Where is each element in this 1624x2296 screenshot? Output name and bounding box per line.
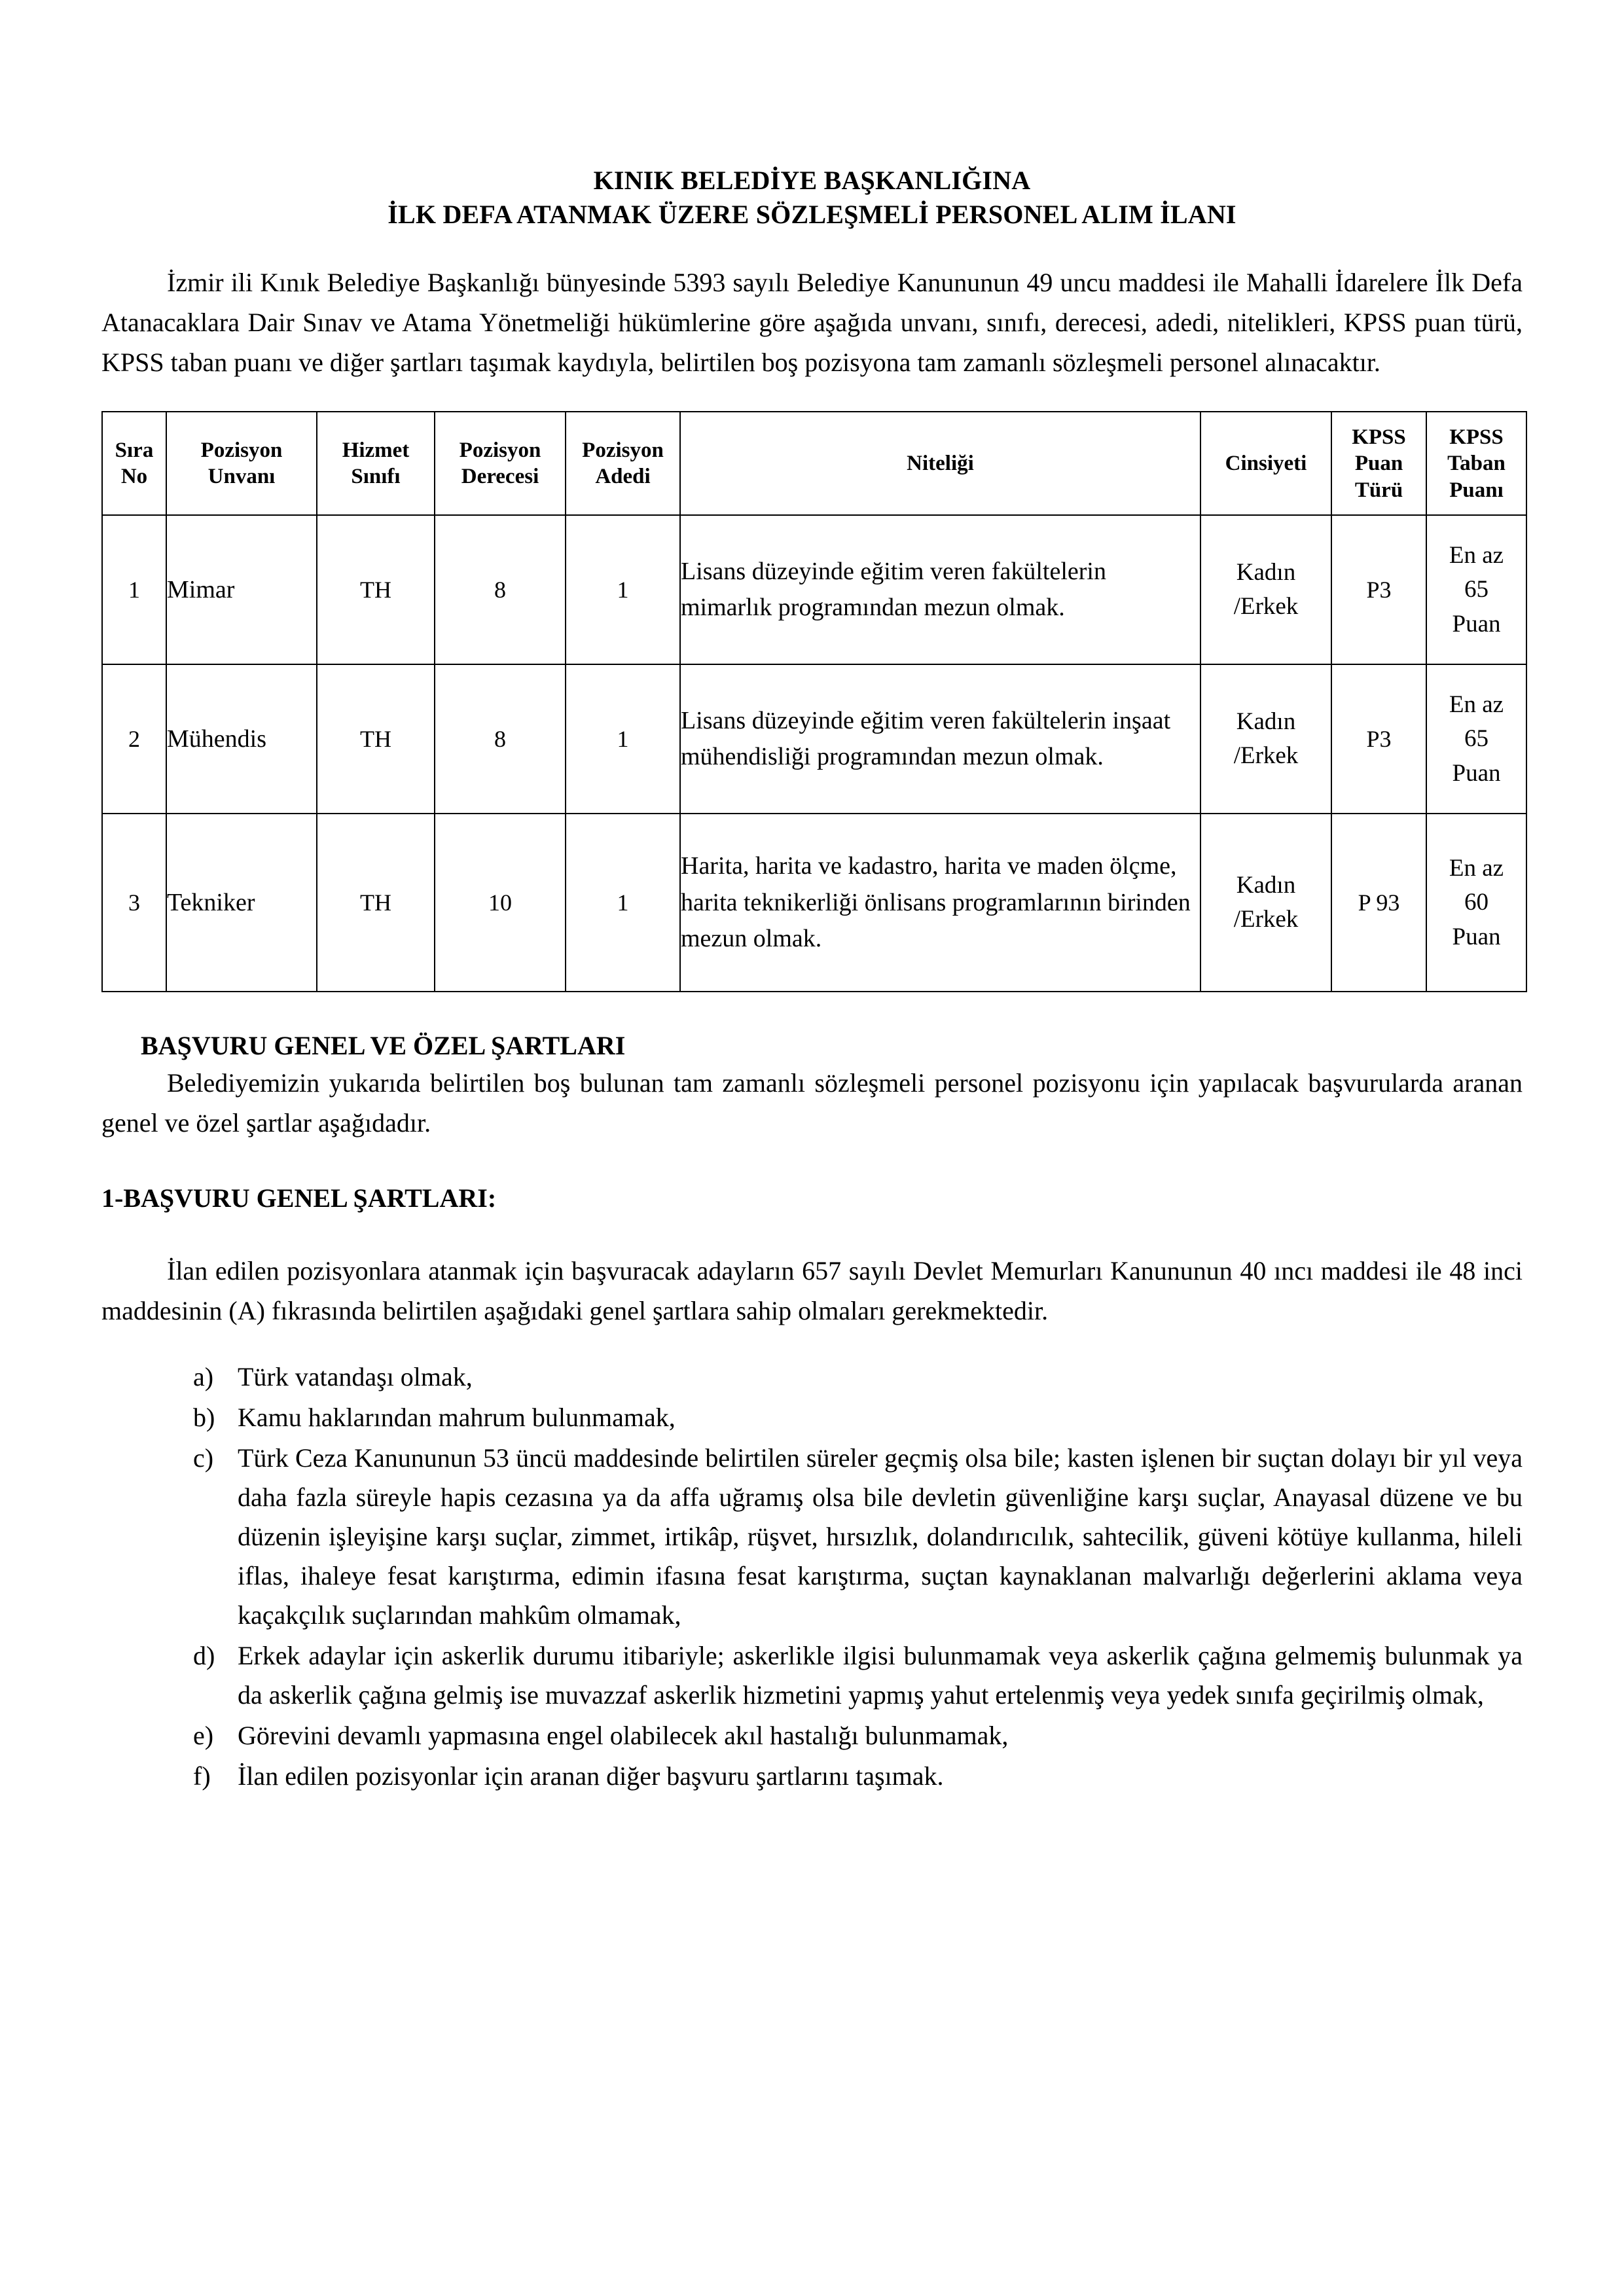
cell-kpss-taban-line1: En az [1449,691,1504,718]
cell-kpss-taban-line3: Puan [1452,759,1501,787]
cell-kpss-taban-line1: En az [1449,854,1504,882]
column-header-pozisyon-derecesi-line1: Pozisyon [459,439,541,463]
column-header-kpss-taban-puani-line2: Taban [1447,452,1506,476]
paragraph-basvuru: Belediyemizin yukarıda belirtilen boş bulunan tam zamanlı sözleşmeli personel pozisyonu için yapılacak başvurularda aranan genel ve özel şartlar aşağıdadır. [101,1068,1523,1138]
cell-cinsiyeti [1200,814,1331,992]
cell-pozisyon-derecesi: 8 [435,664,566,814]
cell-cinsiyeti-line2: /Erkek [1233,742,1299,770]
column-header-hizmet-sinifi-line1: Hizmet [342,439,410,463]
list-item [193,1636,1523,1715]
list-item [193,1757,1523,1796]
list-item [193,1439,1523,1635]
cell-cinsiyeti [1200,515,1331,664]
cell-pozisyon-unvani: Mühendis [166,664,317,814]
list-item-marker: c) [193,1443,214,1473]
cell-pozisyon-derecesi: 10 [435,814,566,992]
cell-cinsiyeti-line2: /Erkek [1233,906,1299,933]
list-item-text: Görevini devamlı yapmasına engel olabilecek akıl hastalığı bulunmamak, [238,1720,1009,1750]
list-item-text: Kamu haklarından mahrum bulunmamak, [238,1402,676,1432]
list-item [193,1716,1523,1755]
cell-hizmet-sinifi: TH [317,664,435,814]
column-header-pozisyon-derecesi [435,412,566,515]
column-header-kpss-taban-puani [1426,412,1526,515]
cell-sira-no: 3 [102,814,166,992]
cell-hizmet-sinifi: TH [317,814,435,992]
list-item-marker: f) [193,1761,211,1791]
cell-cinsiyeti-line1: Kadın [1236,871,1296,899]
list-item-marker: b) [193,1402,215,1432]
column-header-pozisyon-derecesi-line2: Derecesi [461,465,539,489]
list-item-text: Türk vatandaşı olmak, [238,1361,473,1391]
list-item-text: Erkek adaylar için askerlik durumu itibariyle; askerlikle ilgisi bulunmamak veya askerlik çağına gelmemiş bulunmak ya da askerlik çağına gelmiş ise muvazzaf askerlik hizmetini yapmış yahut ertelenmiş veya yedek sınıfa geçirilmiş olmak, [238,1640,1523,1710]
cell-pozisyon-adedi: 1 [566,515,680,664]
cell-pozisyon-unvani: Mimar [166,515,317,664]
cell-kpss-puan-turu: P 93 [1331,814,1426,992]
list-item-marker: d) [193,1640,215,1670]
cell-kpss-puan-turu: P3 [1331,515,1426,664]
cell-sira-no: 1 [102,515,166,664]
cell-cinsiyeti-line2: /Erkek [1233,593,1299,620]
column-header-pozisyon-unvani-line1: Pozisyon [200,439,283,463]
list-item [193,1357,1523,1397]
cell-kpss-taban-line3: Puan [1452,610,1501,637]
cell-kpss-taban-puani [1426,664,1526,814]
title-line-1: KINIK BELEDİYE BAŞKANLIĞINA [593,166,1031,195]
cell-cinsiyeti-line1: Kadın [1236,558,1296,586]
cell-pozisyon-unvani: Tekniker [166,814,317,992]
column-header-kpss-puan-turu [1331,412,1426,515]
table-row [102,814,1526,992]
section-heading-genel-sartlar: 1-BAŞVURU GENEL ŞARTLARI: [101,1183,497,1213]
cell-cinsiyeti-line1: Kadın [1236,708,1296,735]
cell-pozisyon-adedi: 1 [566,814,680,992]
cell-cinsiyeti [1200,664,1331,814]
table-header-row [102,412,1526,515]
column-header-kpss-puan-turu-line3: Türü [1354,478,1403,502]
title-line-2: İLK DEFA ATANMAK ÜZERE SÖZLEŞMELİ PERSONEL ALIM İLANI [388,200,1236,229]
column-header-cinsiyeti: Cinsiyeti [1200,412,1331,515]
general-conditions-list [101,1357,1523,1796]
list-item-marker: e) [193,1720,214,1750]
positions-table [101,411,1527,992]
section-heading-basvuru: BAŞVURU GENEL VE ÖZEL ŞARTLARI [141,1031,626,1061]
paragraph-genel-sartlar: İlan edilen pozisyonlara atanmak için başvuracak adayların 657 sayılı Devlet Memurları Kanununun 40 ıncı maddesi ile 48 inci maddesinin (A) fıkrasında belirtilen aşağıdaki genel şartlara sahip olmaları gerekmektedir. [101,1255,1523,1325]
column-header-sira-no-line2: No [120,465,148,489]
positions-table-wrapper [101,411,1523,992]
cell-kpss-puan-turu: P3 [1331,664,1426,814]
cell-niteligi: Lisans düzeyinde eğitim veren fakültelerin mimarlık programından mezun olmak. [680,515,1200,664]
cell-kpss-taban-puani [1426,515,1526,664]
page-title [101,164,1523,232]
column-header-pozisyon-adedi-line2: Adedi [595,465,651,489]
cell-pozisyon-adedi: 1 [566,664,680,814]
cell-pozisyon-derecesi: 8 [435,515,566,664]
list-item-text: İlan edilen pozisyonlar için aranan diğer başvuru şartlarını taşımak. [238,1761,944,1791]
column-header-niteligi: Niteliği [680,412,1200,515]
list-item [193,1398,1523,1437]
intro-paragraph: İzmir ili Kınık Belediye Başkanlığı bünyesinde 5393 sayılı Belediye Kanununun 49 uncu maddesi ile Mahalli İdarelere İlk Defa Atanacaklara Dair Sınav ve Atama Yönetmeliği hükümlerine göre aşağıda unvanı, sınıfı, derecesi, adedi, nitelikleri, KPSS puan türü, KPSS taban puanı ve diğer şartları taşımak kaydıyla, belirtilen boş pozisyona tam zamanlı sözleşmeli personel alınacaktır. [101,268,1523,377]
list-item-text: Türk Ceza Kanununun 53 üncü maddesinde belirtilen süreler geçmiş olsa bile; kasten işlenen bir suçtan dolayı bir yıl veya daha fazla süreyle hapis cezasına ya da affa uğramış olsa bile devletin güvenliğine karşı suçlar, Anayasal düzene ve bu düzenin işleyişine karşı suçlar, zimmet, irtikâp, rüşvet, hırsızlık, dolandırıcılık, sahtecilik, güveni kötüye kullanma, hileli iflas, ihaleye fesat karıştırma, edimin ifasına fesat karıştırma, suçtan kaynaklanan malvarlığı değerlerini aklama veya kaçakçılık suçlarından mahkûm olmamak, [238,1443,1523,1630]
cell-niteligi: Lisans düzeyinde eğitim veren fakültelerin inşaat mühendisliği programından mezun olmak. [680,664,1200,814]
cell-hizmet-sinifi: TH [317,515,435,664]
column-header-sira-no [102,412,166,515]
column-header-sira-no-line1: Sıra [115,439,154,463]
column-header-pozisyon-unvani-line2: Unvanı [208,465,276,489]
cell-kpss-taban-line2: 65 [1464,576,1489,603]
column-header-hizmet-sinifi-line2: Sınıfı [351,465,401,489]
column-header-kpss-puan-turu-line1: KPSS [1352,425,1406,450]
cell-kpss-taban-puani [1426,814,1526,992]
column-header-pozisyon-adedi-line1: Pozisyon [582,439,664,463]
table-row [102,515,1526,664]
table-row [102,664,1526,814]
cell-kpss-taban-line2: 65 [1464,725,1489,753]
cell-kpss-taban-line3: Puan [1452,923,1501,950]
cell-niteligi: Harita, harita ve kadastro, harita ve maden ölçme, harita teknikerliği önlisans programlarının birinden mezun olmak. [680,814,1200,992]
cell-sira-no: 2 [102,664,166,814]
column-header-kpss-taban-puani-line1: KPSS [1449,425,1504,450]
cell-kpss-taban-line1: En az [1449,541,1504,569]
list-item-marker: a) [193,1361,214,1391]
column-header-pozisyon-adedi [566,412,680,515]
cell-kpss-taban-line2: 60 [1464,889,1489,916]
column-header-kpss-taban-puani-line3: Puanı [1449,478,1504,502]
column-header-pozisyon-unvani [166,412,317,515]
column-header-hizmet-sinifi [317,412,435,515]
column-header-kpss-puan-turu-line2: Puan [1354,452,1403,476]
